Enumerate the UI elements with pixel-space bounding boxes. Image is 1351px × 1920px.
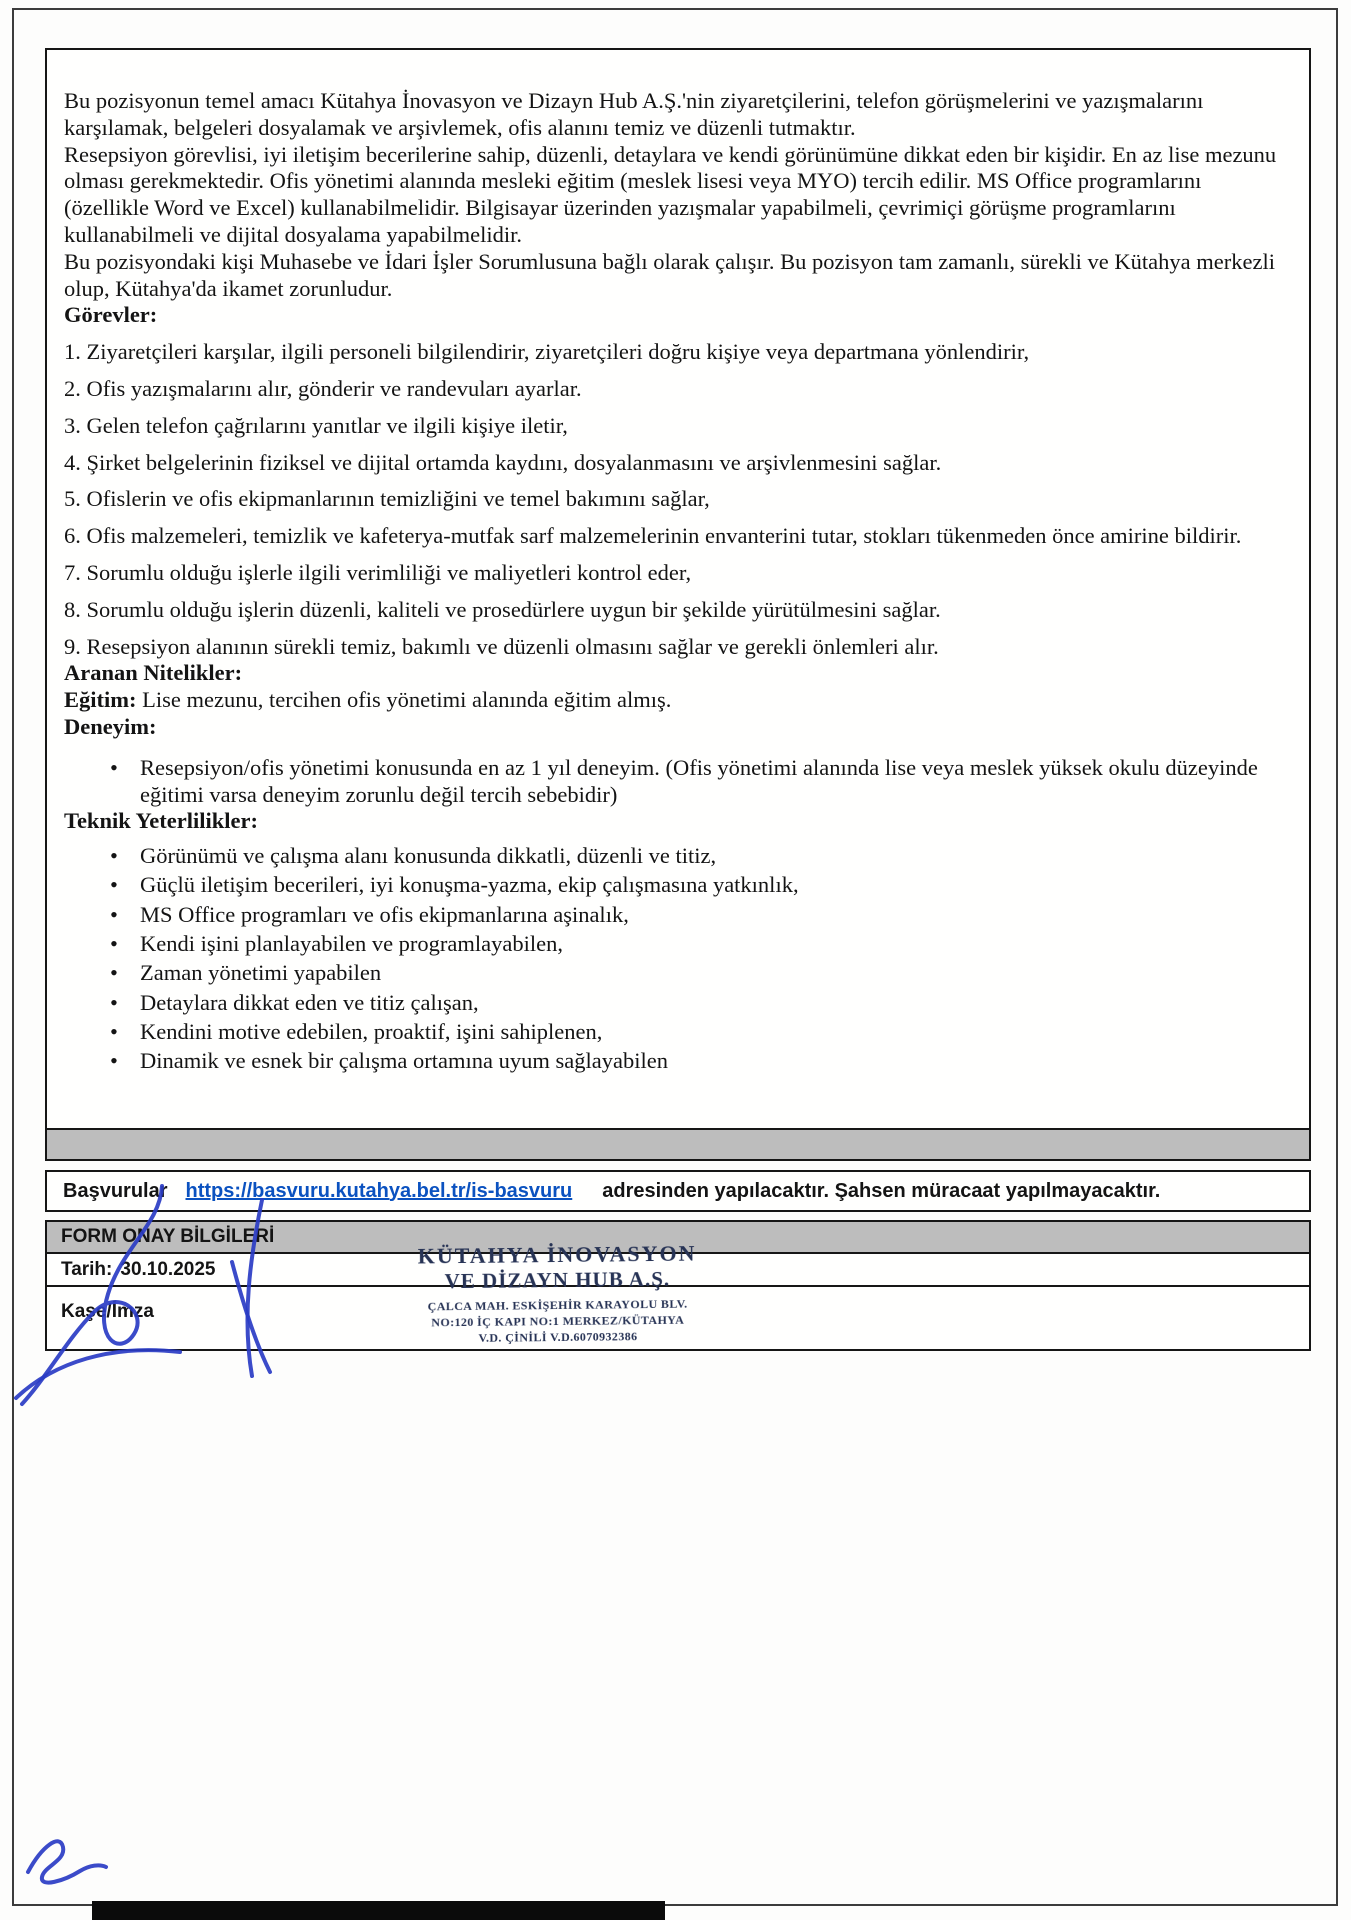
duty-item-5: 5. Ofislerin ve ofis ekipmanlarının temizliğini ve temel bakımını sağlar, bbox=[64, 486, 710, 512]
intro-paragraph-1: Bu pozisyonun temel amacı Kütahya İnovasyon ve Dizayn Hub A.Ş.'nin ziyaretçilerini, telefon görüşmelerini ve yazışmalarını karşılamak, belgeleri dosyalamak ve arşivlemek, ofis alanını temiz ve düzenli tutmaktır. bbox=[64, 88, 1204, 140]
application-label: Başvurular bbox=[63, 1179, 168, 1202]
company-stamp bbox=[384, 1240, 730, 1347]
duty-item-6: 6. Ofis malzemeleri, temizlik ve kafeterya-mutfak sarf malzemelerinin envanterini tutar, stokları tükenmeden önce amirine bildirir. bbox=[64, 523, 1242, 549]
date-value: 30.10.2025 bbox=[120, 1258, 216, 1280]
experience-heading: Deneyim: bbox=[64, 713, 157, 739]
application-suffix: adresinden yapılacaktır. Şahsen müracaat yapılmayacaktır. bbox=[602, 1179, 1161, 1202]
technical-item-6: • Detaylara dikkat eden ve titiz çalışan, bbox=[64, 990, 1291, 1017]
education-line bbox=[64, 687, 1291, 714]
stamp-address-line-2: NO:120 İÇ KAPI NO:1 MERKEZ/KÜTAHYA bbox=[431, 1312, 685, 1330]
technical-list bbox=[64, 843, 1291, 1075]
technical-item-7: • Kendini motive edebilen, proaktif, işini sahiplenen, bbox=[64, 1019, 1291, 1046]
duty-item-4: 4. Şirket belgelerinin fiziksel ve dijital ortamda kaydını, dosyalanmasını ve arşivlenmesini sağlar. bbox=[64, 449, 942, 475]
duties-heading: Görevler: bbox=[64, 302, 158, 328]
technical-item-8: • Dinamik ve esnek bir çalışma ortamına uyum sağlayabilen bbox=[64, 1048, 1291, 1075]
intro-paragraph-2: Resepsiyon görevlisi, iyi iletişim becerilerine sahip, düzenli, detaylara ve kendi görünümüne dikkat eden bir kişidir. En az lise mezunu olması gerekmektedir. Ofis yönetimi alanında mesleki eğitim (meslek lisesi veya MYO) tercih edilir. MS Office programlarını (özellikle Word ve Excel) kullanabilmelidir. Bilgisayar üzerinden yazışmalar yapabilmeli, çevrimiçi görüşme programlarını kullanabilmeli ve dijital dosyalama yapabilmelidir. bbox=[64, 141, 1277, 247]
stamp-address-line-1: ÇALCA MAH. ESKİŞEHİR KARAYOLU BLV. bbox=[427, 1296, 688, 1314]
technical-item-2: • Güçlü iletişim becerileri, iyi konuşma-yazma, ekip çalışmasına yatkınlık, bbox=[64, 872, 1291, 899]
technical-item-4: • Kendi işini planlayabilen ve programlayabilen, bbox=[64, 931, 1291, 958]
qualifications-heading: Aranan Nitelikler: bbox=[64, 660, 243, 686]
technical-item-5: • Zaman yönetimi yapabilen bbox=[64, 960, 1291, 987]
application-link[interactable]: https://basvuru.kutahya.bel.tr/is-basvuru bbox=[185, 1179, 573, 1202]
stamp-row-label: Kaşe/İmza bbox=[61, 1301, 154, 1322]
technical-item-3: • MS Office programları ve ofis ekipmanlarına aşinalık, bbox=[64, 902, 1291, 929]
duty-item-9: 9. Resepsiyon alanının sürekli temiz, bakımlı ve düzenli olmasını sağlar ve gerekli önlemleri alır. bbox=[64, 633, 939, 659]
job-description-section bbox=[45, 48, 1311, 1130]
duty-item-2: 2. Ofis yazışmalarını alır, gönderir ve randevuları ayarlar. bbox=[64, 375, 582, 401]
duty-item-3: 3. Gelen telefon çağrılarını yanıtlar ve ilgili kişiye iletir, bbox=[64, 412, 568, 438]
duty-item-8: 8. Sorumlu olduğu işlerin düzenli, kaliteli ve prosedürlere uygun bir şekilde yürütülmesini sağlar. bbox=[64, 596, 941, 622]
duty-item-1: 1. Ziyaretçileri karşılar, ilgili personeli bilgilendirir, ziyaretçileri doğru kişiye veya departmana yönlendirir, bbox=[64, 339, 1030, 365]
date-label: Tarih: bbox=[61, 1258, 113, 1280]
technical-item-1: • Görünümü ve çalışma alanı konusunda dikkatli, düzenli ve titiz, bbox=[64, 843, 1291, 870]
bottom-scan-artifact bbox=[92, 1901, 665, 1920]
experience-item: • Resepsiyon/ofis yönetimi konusunda en az 1 yıl deneyim. (Ofis yönetimi alanında lise veya meslek yüksek okulu düzeyinde eğitimi varsa deneyim zorunlu değil tercih sebebidir) bbox=[64, 755, 1291, 809]
experience-list bbox=[64, 755, 1291, 809]
technical-heading: Teknik Yeterlilikler: bbox=[64, 808, 258, 834]
education-text: Lise mezunu, tercihen ofis yönetimi alanında eğitim almış. bbox=[142, 687, 672, 713]
approval-header: FORM ONAY BİLGİLERİ bbox=[47, 1222, 1309, 1252]
separator-bar bbox=[45, 1128, 1311, 1161]
stamp-company-name-line-1: KÜTAHYA İNOVASYON bbox=[417, 1240, 697, 1269]
education-label: Eğitim: bbox=[64, 687, 137, 713]
intro-paragraph-3: Bu pozisyondaki kişi Muhasebe ve İdari İşler Sorumlusuna bağlı olarak çalışır. Bu pozisyon tam zamanlı, sürekli ve Kütahya merkezli olup, Kütahya'da ikamet zorunludur. bbox=[64, 248, 1275, 301]
application-row bbox=[45, 1170, 1311, 1212]
stamp-company-name-line-2: VE DİZAYN HUB A.Ş. bbox=[444, 1266, 671, 1294]
stamp-tax-line: V.D. ÇİNİLİ V.D.6070932386 bbox=[478, 1329, 638, 1345]
duty-item-7: 7. Sorumlu olduğu işlerle ilgili verimliliği ve maliyetleri kontrol eder, bbox=[64, 559, 692, 585]
